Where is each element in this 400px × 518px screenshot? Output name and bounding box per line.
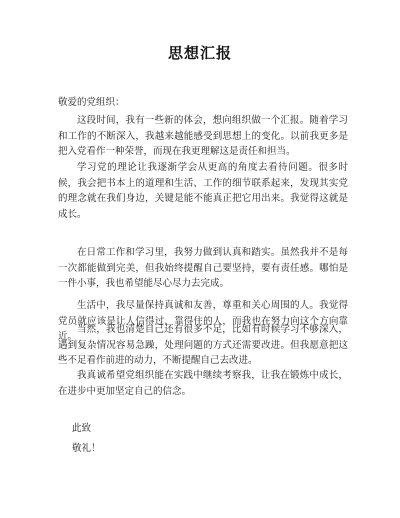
paragraph-6: 我真诚希望党组织能在实践中继续考察我，让我在锻炼中成长，在进步中更加坚定自己的信念。 (58, 370, 348, 397)
paragraph-1: 这段时间，我有一些新的体会，想向组织做一个汇报。随着学习和工作的不断深入，我越来越能感受到思想上的变化。以前我更多是把入党看作一种荣誉，而现在我更理解这是责任和担当。 (58, 115, 348, 157)
paragraph-4: 生活中，我尽量保持真诚和友善，尊重和关心周围的人。我觉得党员就应该是让人信得过、靠得住的人，而我也在努力向这个方向靠近。 (58, 300, 348, 342)
paragraph-5: 当然，我也清楚自己还有很多不足，比如有时候学习不够深入，遇到复杂情况容易急躁，处理问题的方式还需要改进。但我愿意把这些不足看作前进的动力，不断提醒自己去改进。 (58, 324, 348, 366)
document-title: 思想汇报 (167, 44, 232, 62)
closing-salute: 此致 (72, 423, 92, 434)
salutation: 敬爱的党组织： (58, 97, 125, 108)
closing-regards: 敬礼！ (72, 443, 101, 454)
paragraph-2: 学习党的理论让我逐渐学会从更高的角度去看待问题。很多时候，我会把书本上的道理和生活、工作的细节联系起来，发现其实党的理念就在我们身边，关键是能不能真正把它用出来。我觉得这就是成长。 (58, 162, 348, 220)
paragraph-3: 在日常工作和学习里，我努力做到认真和踏实。虽然我并不是每一次都能做到完美，但我始终提醒自己要坚持，要有责任感。哪怕是一件小事，我也希望能尽心尽力去完成。 (58, 247, 348, 289)
